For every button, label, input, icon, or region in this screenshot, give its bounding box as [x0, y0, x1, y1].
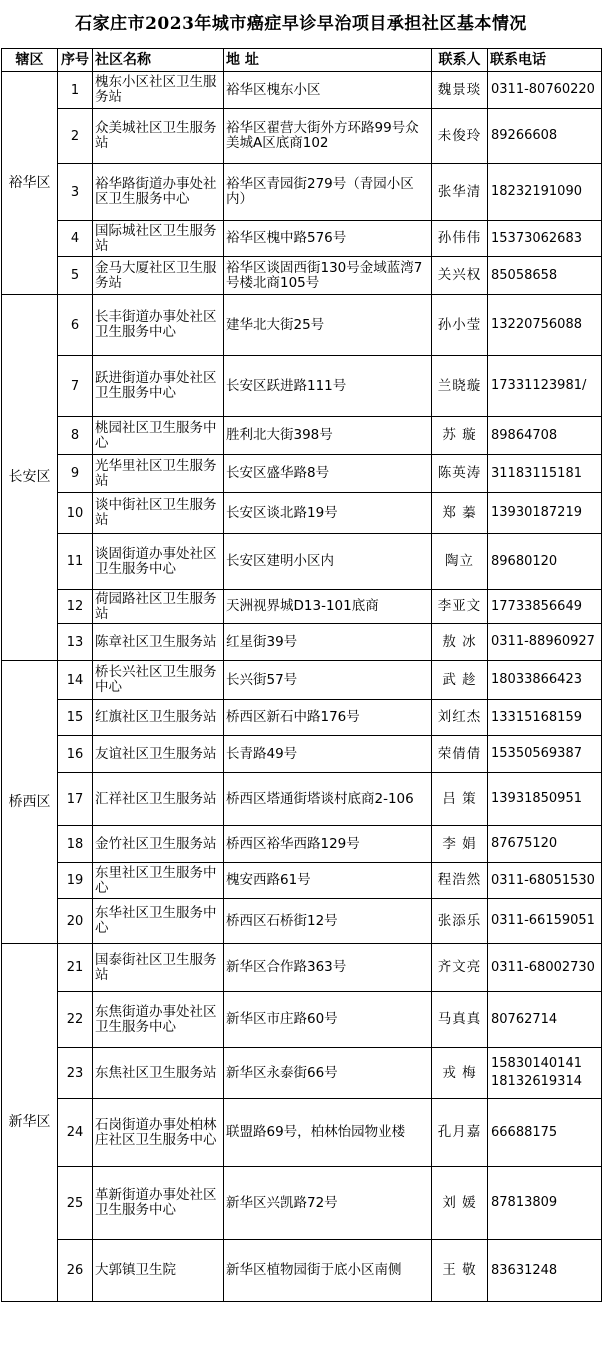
address-cell: 长青路49号 [224, 736, 432, 773]
contact-cell: 关兴权 [432, 257, 488, 295]
contact-cell: 吕 策 [432, 773, 488, 826]
table-row [2, 356, 602, 417]
community-name-cell: 东焦街道办事处社区卫生服务中心 [93, 992, 224, 1048]
community-name-cell: 陈章社区卫生服务站 [93, 624, 224, 661]
address-cell: 桥西区裕华西路129号 [224, 826, 432, 863]
phone-cell: 13220756088 [488, 295, 602, 356]
address-cell: 长安区盛华路8号 [224, 455, 432, 493]
address-cell: 胜利北大街398号 [224, 417, 432, 455]
no-cell: 2 [58, 109, 93, 164]
contact-cell: 郑 蓁 [432, 493, 488, 534]
no-cell: 10 [58, 493, 93, 534]
table-row [2, 417, 602, 455]
address-cell: 新华区植物园街于底小区南侧 [224, 1240, 432, 1302]
address-cell: 裕华区谈固西街130号金域蓝湾7号楼北商105号 [224, 257, 432, 295]
no-cell: 21 [58, 944, 93, 992]
contact-cell: 未俊玲 [432, 109, 488, 164]
no-cell: 16 [58, 736, 93, 773]
table-row [2, 1099, 602, 1167]
table-row [2, 257, 602, 295]
phone-cell: 13931850951 [488, 773, 602, 826]
address-cell: 建华北大街25号 [224, 295, 432, 356]
no-cell: 26 [58, 1240, 93, 1302]
table-row [2, 295, 602, 356]
community-name-cell: 金竹社区卫生服务站 [93, 826, 224, 863]
community-name-cell: 东焦社区卫生服务站 [93, 1048, 224, 1099]
address-cell: 红星街39号 [224, 624, 432, 661]
table-row [2, 899, 602, 944]
no-cell: 12 [58, 590, 93, 624]
community-name-cell: 桃园社区卫生服务中心 [93, 417, 224, 455]
community-name-cell: 谈固街道办事处社区卫生服务中心 [93, 534, 224, 590]
contact-cell: 孔月嘉 [432, 1099, 488, 1167]
contact-cell: 荣倩倩 [432, 736, 488, 773]
community-name-cell: 友谊社区卫生服务站 [93, 736, 224, 773]
community-name-cell: 光华里社区卫生服务站 [93, 455, 224, 493]
phone-cell: 87675120 [488, 826, 602, 863]
phone-cell: 89680120 [488, 534, 602, 590]
contact-cell: 戎 梅 [432, 1048, 488, 1099]
no-cell: 22 [58, 992, 93, 1048]
table-row [2, 72, 602, 109]
phone-cell: 0311-68051530 [488, 863, 602, 899]
address-cell: 长安区谈北路19号 [224, 493, 432, 534]
table-row [2, 944, 602, 992]
header-contact: 联系人 [432, 49, 488, 72]
table-row [2, 992, 602, 1048]
community-name-cell: 东华社区卫生服务中心 [93, 899, 224, 944]
contact-cell: 陶立 [432, 534, 488, 590]
phone-cell: 18033866423 [488, 661, 602, 700]
contact-cell: 孙小莹 [432, 295, 488, 356]
page-title: 石家庄市2023年城市癌症早诊早治项目承担社区基本情况 [75, 14, 527, 34]
community-name-cell: 众美城社区卫生服务站 [93, 109, 224, 164]
address-cell: 裕华区槐中路576号 [224, 221, 432, 257]
table-row [2, 109, 602, 164]
no-cell: 20 [58, 899, 93, 944]
district-cell: 桥西区 [2, 661, 58, 944]
address-cell: 新华区市庄路60号 [224, 992, 432, 1048]
phone-cell: 89864708 [488, 417, 602, 455]
phone-cell: 15350569387 [488, 736, 602, 773]
table-row [2, 736, 602, 773]
no-cell: 4 [58, 221, 93, 257]
contact-cell: 程浩然 [432, 863, 488, 899]
address-cell: 联盟路69号，柏林怡园物业楼 [224, 1099, 432, 1167]
phone-cell: 13930187219 [488, 493, 602, 534]
contact-cell: 李 娟 [432, 826, 488, 863]
address-cell: 桥西区石桥街12号 [224, 899, 432, 944]
no-cell: 18 [58, 826, 93, 863]
table-row [2, 493, 602, 534]
phone-cell: 13315168159 [488, 700, 602, 736]
contact-cell: 孙伟伟 [432, 221, 488, 257]
address-cell: 天洲视界城D13-101底商 [224, 590, 432, 624]
contact-cell: 马真真 [432, 992, 488, 1048]
phone-cell: 66688175 [488, 1099, 602, 1167]
contact-cell: 张添乐 [432, 899, 488, 944]
phone-cell: 0311-88960927 [488, 624, 602, 661]
table-row [2, 164, 602, 221]
no-cell: 5 [58, 257, 93, 295]
phone-cell: 18232191090 [488, 164, 602, 221]
contact-cell: 陈英涛 [432, 455, 488, 493]
no-cell: 8 [58, 417, 93, 455]
address-cell: 裕华区槐东小区 [224, 72, 432, 109]
address-cell: 长兴街57号 [224, 661, 432, 700]
address-cell: 槐安西路61号 [224, 863, 432, 899]
community-name-cell: 国际城社区卫生服务站 [93, 221, 224, 257]
community-name-cell: 石岗街道办事处柏林庄社区卫生服务中心 [93, 1099, 224, 1167]
header-name: 社区名称 [93, 49, 224, 72]
address-cell: 裕华区翟营大街外方环路99号众美城A区底商102 [224, 109, 432, 164]
phone-cell: 83631248 [488, 1240, 602, 1302]
contact-cell: 王 敬 [432, 1240, 488, 1302]
phone-cell: 80762714 [488, 992, 602, 1048]
no-cell: 17 [58, 773, 93, 826]
header-no: 序号 [58, 49, 93, 72]
phone-cell: 15373062683 [488, 221, 602, 257]
community-name-cell: 桥长兴社区卫生服务中心 [93, 661, 224, 700]
address-cell: 桥西区塔通街塔谈村底商2-106 [224, 773, 432, 826]
community-name-cell: 国泰街社区卫生服务站 [93, 944, 224, 992]
no-cell: 15 [58, 700, 93, 736]
address-cell: 新华区永泰街66号 [224, 1048, 432, 1099]
community-name-cell: 红旗社区卫生服务站 [93, 700, 224, 736]
address-cell: 长安区跃进路111号 [224, 356, 432, 417]
table-row [2, 624, 602, 661]
address-cell: 桥西区新石中路176号 [224, 700, 432, 736]
no-cell: 14 [58, 661, 93, 700]
community-name-cell: 汇祥社区卫生服务站 [93, 773, 224, 826]
phone-cell: 17733856649 [488, 590, 602, 624]
table-row [2, 1167, 602, 1240]
phone-cell: 0311-80760220 [488, 72, 602, 109]
no-cell: 3 [58, 164, 93, 221]
phone-cell: 0311-66159051 [488, 899, 602, 944]
district-cell: 裕华区 [2, 72, 58, 295]
table-header-row [2, 49, 602, 72]
table-row [2, 455, 602, 493]
no-cell: 19 [58, 863, 93, 899]
table-row [2, 221, 602, 257]
address-cell: 新华区兴凯路72号 [224, 1167, 432, 1240]
table-row [2, 590, 602, 624]
no-cell: 7 [58, 356, 93, 417]
no-cell: 1 [58, 72, 93, 109]
community-name-cell: 长丰街道办事处社区卫生服务中心 [93, 295, 224, 356]
table-row [2, 661, 602, 700]
district-cell: 长安区 [2, 295, 58, 661]
contact-cell: 兰晓璇 [432, 356, 488, 417]
no-cell: 13 [58, 624, 93, 661]
table-row [2, 863, 602, 899]
header-address: 地 址 [224, 49, 432, 72]
table-row [2, 534, 602, 590]
no-cell: 23 [58, 1048, 93, 1099]
community-name-cell: 槐东小区社区卫生服务站 [93, 72, 224, 109]
district-cell: 新华区 [2, 944, 58, 1302]
no-cell: 6 [58, 295, 93, 356]
contact-cell: 苏 璇 [432, 417, 488, 455]
phone-cell: 89266608 [488, 109, 602, 164]
community-name-cell: 革新街道办事处社区卫生服务中心 [93, 1167, 224, 1240]
phone-cell: 85058658 [488, 257, 602, 295]
contact-cell: 齐文亮 [432, 944, 488, 992]
table-row [2, 773, 602, 826]
community-name-cell: 大郭镇卫生院 [93, 1240, 224, 1302]
phone-cell: 87813809 [488, 1167, 602, 1240]
community-table [1, 48, 602, 1302]
community-name-cell: 金马大厦社区卫生服务站 [93, 257, 224, 295]
community-name-cell: 跃进街道办事处社区卫生服务中心 [93, 356, 224, 417]
phone-cell: 17331123981/ [488, 356, 602, 417]
contact-cell: 武 趁 [432, 661, 488, 700]
header-district: 辖区 [2, 49, 58, 72]
contact-cell: 敖 冰 [432, 624, 488, 661]
no-cell: 11 [58, 534, 93, 590]
contact-cell: 魏景琰 [432, 72, 488, 109]
header-phone: 联系电话 [488, 49, 602, 72]
contact-cell: 刘红杰 [432, 700, 488, 736]
community-name-cell: 荷园路社区卫生服务站 [93, 590, 224, 624]
table-row [2, 1240, 602, 1302]
contact-cell: 李亚文 [432, 590, 488, 624]
community-name-cell: 谈中街社区卫生服务站 [93, 493, 224, 534]
table-row [2, 700, 602, 736]
phone-cell: 31183115181 [488, 455, 602, 493]
address-cell: 长安区建明小区内 [224, 534, 432, 590]
no-cell: 25 [58, 1167, 93, 1240]
community-name-cell: 裕华路街道办事处社区卫生服务中心 [93, 164, 224, 221]
community-name-cell: 东里社区卫生服务中心 [93, 863, 224, 899]
phone-cell: 15830140141 18132619314 [488, 1048, 602, 1099]
table-row [2, 826, 602, 863]
no-cell: 9 [58, 455, 93, 493]
table-row [2, 1048, 602, 1099]
phone-cell: 0311-68002730 [488, 944, 602, 992]
contact-cell: 刘 媛 [432, 1167, 488, 1240]
contact-cell: 张华清 [432, 164, 488, 221]
address-cell: 新华区合作路363号 [224, 944, 432, 992]
address-cell: 裕华区青园街279号（青园小区内） [224, 164, 432, 221]
no-cell: 24 [58, 1099, 93, 1167]
